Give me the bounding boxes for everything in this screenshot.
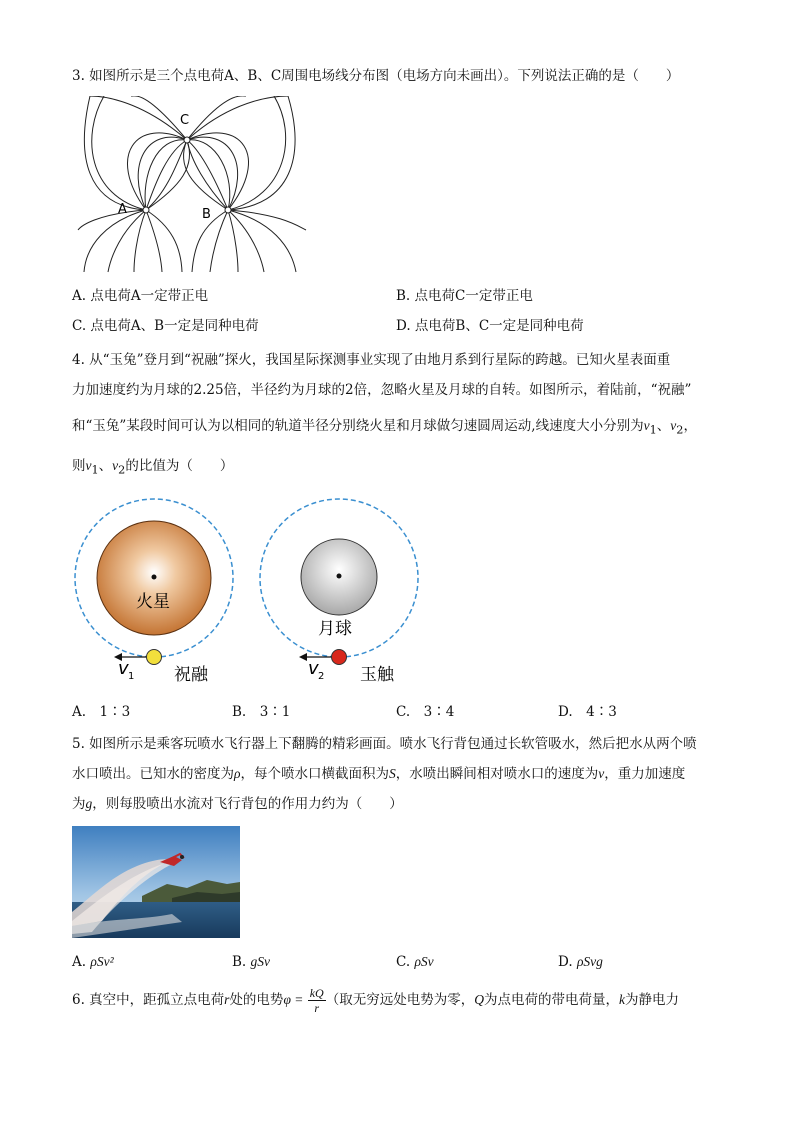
v1-subscript: 1: [128, 671, 135, 682]
q4-option-d: D. 4∶3: [558, 704, 617, 720]
orbit-figure: [70, 496, 420, 692]
mars-label: 火星: [136, 592, 170, 612]
q5-option-d: D. ρSvg: [558, 954, 603, 970]
q4-line3: 和“玉兔”某段时间可认为以相同的轨道半径分别绕火星和月球做匀速圆周运动,线速度大小分别为$v_1$、$v_2$，: [72, 418, 697, 437]
rover1-label: 祝融: [174, 665, 208, 685]
water-jetpack-photo: [72, 826, 240, 938]
electric-field-lines-figure: [76, 96, 308, 274]
q4-option-b: B. 3∶1: [232, 704, 291, 720]
q3-option-d: D. 点电荷B、C一定是同种电荷: [396, 318, 584, 334]
q5-line2: 水口喷出。已知水的密度为ρ，每个喷水口横截面积为S，水喷出瞬间相对喷水口的速度为v，重力加速度: [72, 766, 686, 782]
q4-line4: 则$v_1$、$v_2$的比值为（ ）: [72, 458, 234, 477]
q6-line1: 6. 真空中，距孤立点电荷r处的电势φ = $\frac{kQ}{r}$ （取无穷远处电势为零，Q为点电荷的带电荷量，k为静电力: [72, 986, 679, 1015]
label-a: A: [118, 202, 127, 217]
charge-c: [184, 137, 190, 143]
v2-subscript: 2: [318, 671, 325, 682]
label-c: C: [180, 113, 190, 128]
q3-option-a: A. 点电荷A一定带正电: [72, 288, 209, 304]
q4-option-a: A. 1∶3: [72, 704, 131, 720]
q5-line1: 5. 如图所示是乘客玩喷水飞行器上下翻腾的精彩画面。喷水飞行背包通过长软管吸水，然后把水从两个喷: [72, 736, 697, 752]
q3-option-c: C. 点电荷A、B一定是同种电荷: [72, 318, 259, 334]
q4-option-c: C. 3∶4: [396, 704, 455, 720]
q3-option-b: B. 点电荷C一定带正电: [396, 288, 533, 304]
q4-line2: 力加速度约为月球的2.25倍，半径约为月球的2倍，忽略火星及月球的自转。如图所示，着陆前，“祝融”: [72, 382, 692, 398]
charge-a: [143, 207, 149, 213]
q3-stem: 3. 如图所示是三个点电荷A、B、C周围电场线分布图（电场方向未画出）。下列说法正确的是（ ）: [72, 68, 680, 84]
q5-line3: 为g，则每股喷出水流对飞行背包的作用力约为（ ）: [72, 796, 403, 812]
rover-zhurong: [147, 650, 162, 665]
v1-symbol: v: [118, 658, 129, 679]
q5-option-c: C. ρSv: [396, 954, 434, 970]
moon-label: 月球: [318, 619, 352, 639]
q5-option-b: B. gSv: [232, 954, 271, 970]
q4-line1: 4. 从“玉兔”登月到“祝融”探火，我国星际探测事业实现了由地月系到行星际的跨越。已知火星表面重: [72, 352, 671, 368]
q5-option-a: A. ρSv²: [72, 954, 114, 970]
potential-fraction: $\frac{kQ}{r}$: [309, 986, 324, 1015]
charge-b: [225, 207, 231, 213]
rover-yutu: [332, 650, 347, 665]
rover2-label: 玉触: [360, 665, 394, 685]
label-b: B: [202, 207, 211, 222]
v2-symbol: v: [308, 658, 319, 679]
